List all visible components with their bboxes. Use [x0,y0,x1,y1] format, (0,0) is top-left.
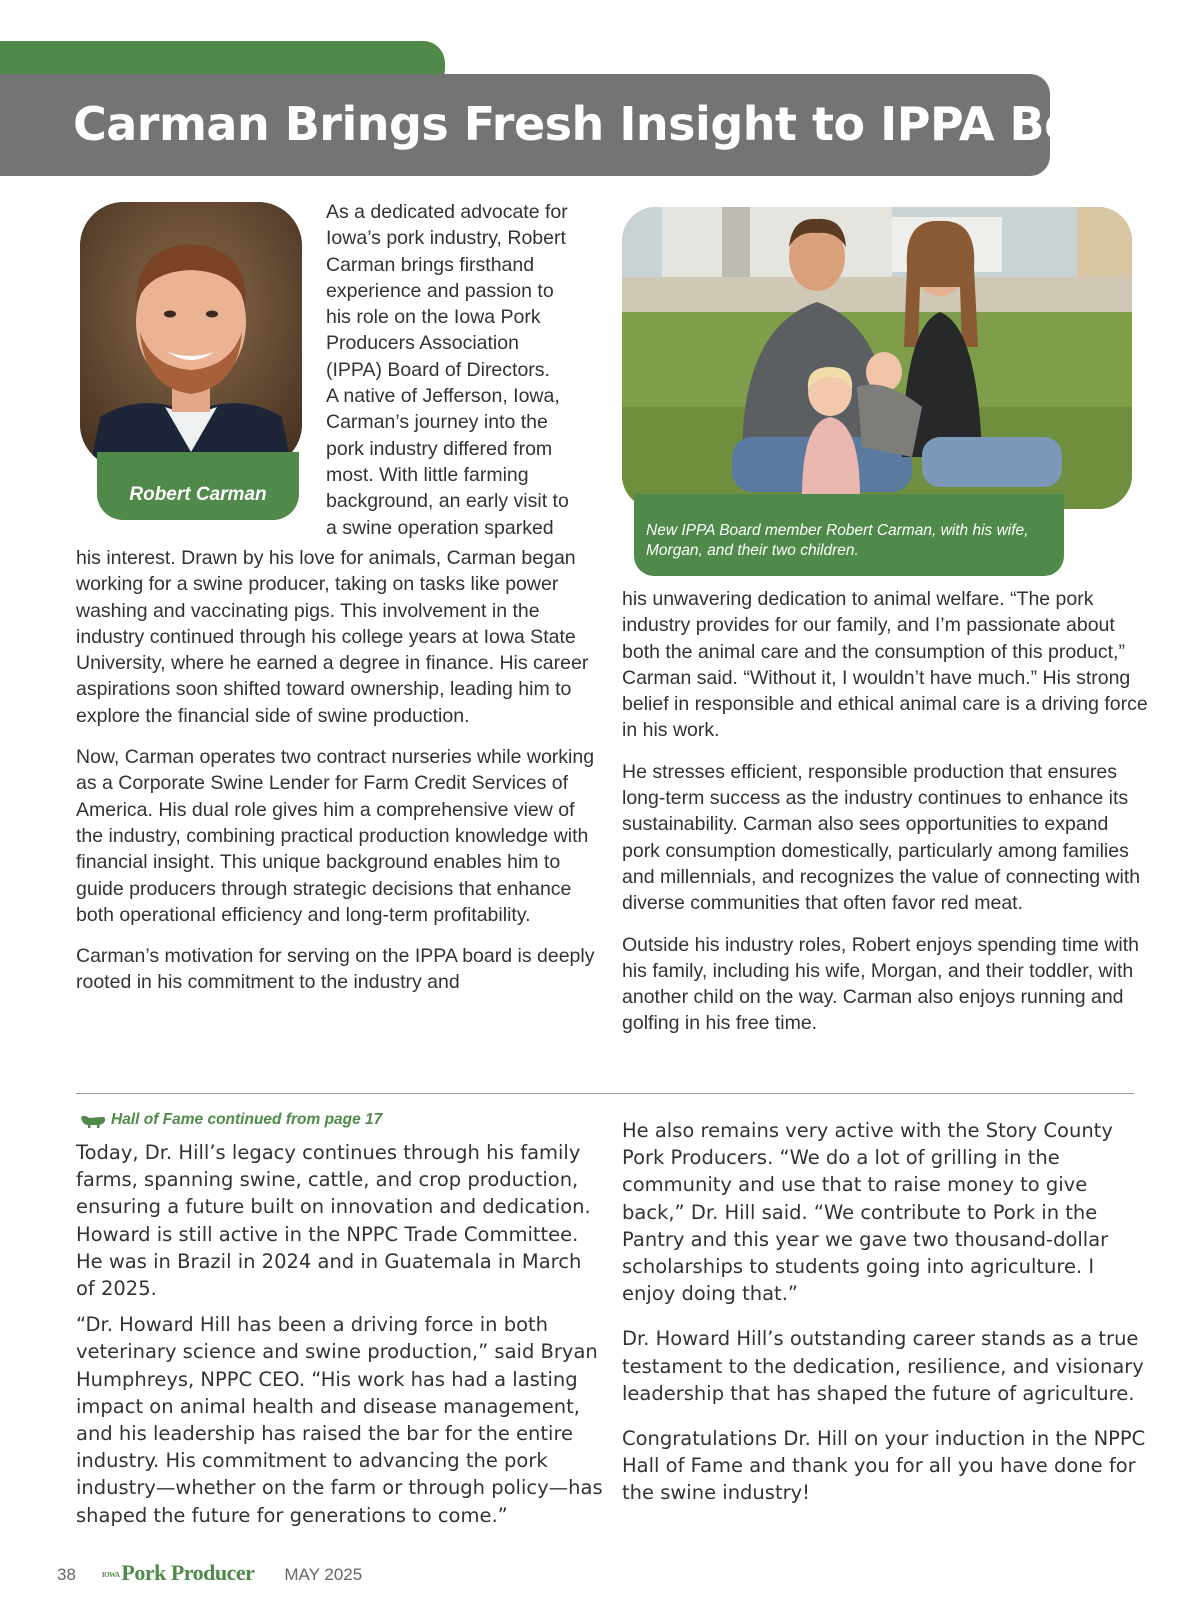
wrap-line: Iowa’s pork industry, Robert [326,227,566,250]
portrait-name-tag: Robert Carman [97,452,299,520]
hof-left-column [76,1139,606,1538]
hof-paragraph: Congratulations Dr. Hill on your induction in the NPPC Hall of Fame and thank you for all you have done for the swine industry! [622,1427,1146,1505]
wrap-line: (IPPA) Board of Directors. [326,358,550,381]
article-paragraph: his unwavering dedication to animal welfare. “The pork industry provides for our family, and I’m passionate about both the animal care and the consumption of this product,” Carman said. “Without it, I wouldn’t have much.” His strong belief in responsible and ethical animal care is a driving force in his work. [622,588,1148,742]
section-divider [76,1093,1134,1094]
wrap-line: Carman’s journey into the [326,411,548,434]
article-left-column [76,545,598,1011]
wrap-line: experience and passion to [326,279,554,302]
wrap-line: his role on the Iowa Pork [326,306,541,329]
wrap-line: most. With little farming [326,463,529,486]
continued-label-text: Hall of Fame continued from page 17 [111,1111,383,1128]
family-photo [622,207,1132,509]
continued-label[interactable] [79,1111,382,1129]
hof-paragraph: Dr. Howard Hill’s outstanding career stands as a true testament to the dedication, resilience, and visionary leadership that has shaped the future of agriculture. [622,1327,1144,1405]
portrait-illustration [80,202,302,468]
family-photo-illustration [622,207,1132,509]
article-paragraph: He stresses efficient, responsible production that ensures long-term success as the industry continues to enhance its sustainability. Carman also sees opportunities to expand pork consumption domestically, particularly among families and millennials, and recognizes the value of connecting with diverse communities that often favor red meat. [622,760,1141,915]
hof-paragraph: Today, Dr. Hill’s legacy continues through his family farms, spanning swine, cattle, and crop production, ensuring a future built on innovation and dedication. Howard is still active in the NPPC Trade Committee. He was in Brazil in 2024 and in Guatemala in March of 2025. [76,1141,591,1301]
wrap-line: pork industry differed from [326,437,553,460]
wrap-line: Producers Association [326,332,519,355]
portrait-photo [80,202,302,468]
wrap-line: A native of Jefferson, Iowa, [326,385,560,408]
wrap-line: background, an early visit to [326,490,569,513]
page-number: 38 [57,1565,76,1584]
article-paragraph: his interest. Drawn by his love for animals, Carman began working for a swine producer, taking on tasks like power washing and vaccinating pigs. This involvement in the industry continued through his college years at Iowa State University, where he earned a degree in finance. His career aspirations soon shifted toward ownership, leading him to explore the financial side of swine production. [76,547,589,727]
wrap-line: a swine operation sparked [326,516,554,539]
article-paragraph: Now, Carman operates two contract nurseries while working as a Corporate Swine Lender for Farm Credit Services of America. His dual role gives him a comprehensive view of the industry, combining practical production knowledge with financial insight. This unique background enables him to guide producers through strategic decisions that enhance both operational efficiency and long-term profitability. [76,746,595,926]
magazine-logo [102,1560,254,1586]
photo-caption: New IPPA Board member Robert Carman, with his wife, Morgan, and their two children. [634,494,1064,576]
issue-date: MAY 2025 [284,1565,363,1584]
hof-paragraph: “Dr. Howard Hill has been a driving force in both veterinary science and swine production,” said Bryan Humphreys, NPPC CEO. “His work has had a lasting impact on animal health and disease management, and his leadership has raised the bar for the entire industry. His commitment to advancing the pork industry—whether on the farm or through policy—has shaped the future for generations to come.” [76,1313,603,1527]
logo-prefix: IOWA [101,1570,120,1579]
logo-text: Pork Producer [121,1560,255,1585]
wrap-line: As a dedicated advocate for [326,201,568,223]
article-right-column [622,586,1150,1052]
article-paragraph: Carman’s motivation for serving on the IPPA board is deeply rooted in his commitment to the industry and [76,945,595,994]
page-footer [57,1560,362,1586]
hof-right-column [622,1117,1152,1525]
article-wrap-text [326,199,586,541]
hof-paragraph: He also remains very active with the Story County Pork Producers. “We do a lot of grilling in the community and use that to raise money to give back,” Dr. Hill said. “We contribute to Pork in the Pantry and this year we gave two thousand-dollar scholarships to students going into agriculture. I enjoy doing that.” [622,1119,1113,1306]
article-paragraph: Outside his industry roles, Robert enjoys spending time with his family, including his wife, Morgan, and their toddler, with another child on the way. Carman also enjoys running and golfing in his free time. [622,933,1139,1035]
article-title: Carman Brings Fresh Insight to IPPA Board [73,97,1161,151]
wrap-line: Carman brings firsthand [326,253,535,276]
pig-icon [79,1112,107,1128]
